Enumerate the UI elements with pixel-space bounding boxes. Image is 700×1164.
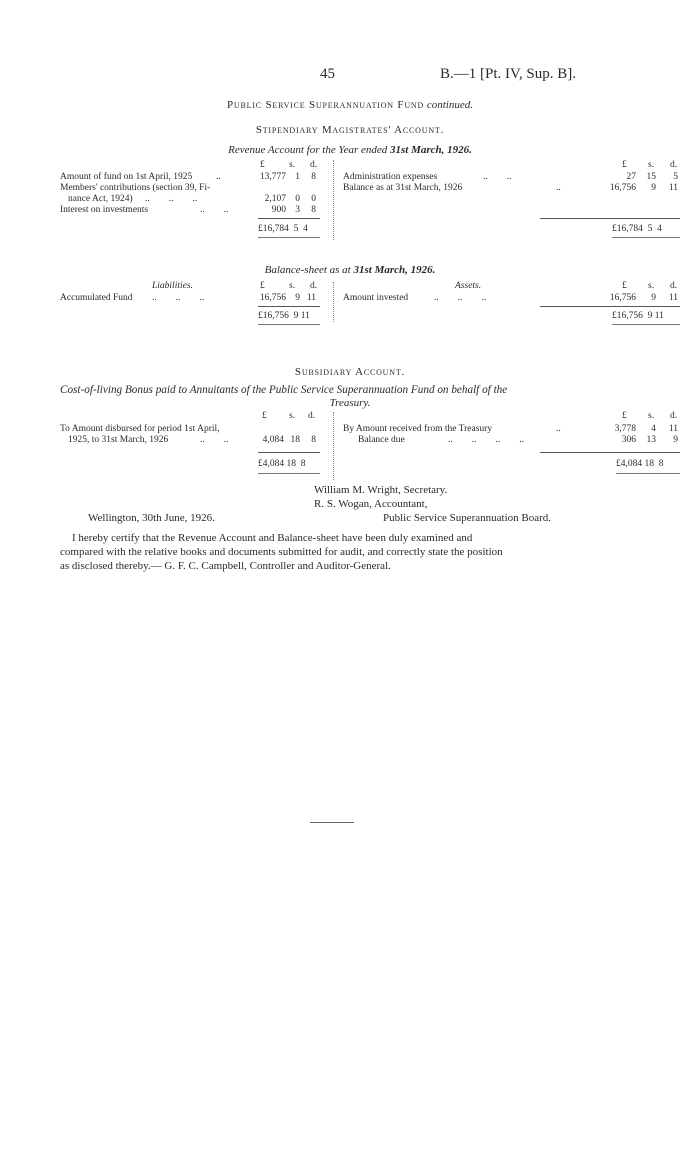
asset-pounds: 16,756 — [609, 293, 636, 303]
subsidiary-right-pence: 11 — [668, 424, 678, 434]
payment-dots: .. .. — [483, 172, 512, 182]
left-pounds-head: £ — [260, 160, 265, 170]
receipt-text: Members' contributions (section 39, Fi- — [60, 183, 211, 193]
certificate-line-2: compared with the relative books and documents submitted for audit, and correctly state the position — [60, 546, 503, 558]
bs-left-pounds-head: £ — [260, 281, 265, 291]
subsidiary-right-pounds: 306 — [621, 435, 636, 445]
bs-right-pence-head: d. — [670, 281, 678, 291]
liability-dots: .. .. .. — [152, 293, 205, 303]
asset-text: Amount invested — [343, 293, 409, 303]
left-shillings-head: s. — [289, 160, 296, 170]
receipt-shillings: 1 — [295, 172, 300, 182]
receipt-dots: .. .. — [200, 205, 229, 215]
page-reference: B.—1 [Pt. IV, Sup. B]. — [440, 66, 576, 82]
certificate-line-1: I hereby certify that the Revenue Account and Balance-sheet have been duly examined and — [72, 532, 473, 544]
balance-left-double-rule — [258, 324, 320, 325]
subsidiary-total-right: £4,084 18 8 — [616, 459, 664, 469]
bs-right-shillings-head: s. — [648, 281, 655, 291]
balance-right-double-rule — [612, 324, 680, 325]
subsidiary-left-shillings: 18 — [290, 435, 300, 445]
payment-pounds: 16,756 — [609, 183, 636, 193]
receipt-text: nance Act, 1924) — [68, 194, 133, 204]
revenue-divider — [333, 160, 334, 240]
payment-dots: .. — [556, 183, 561, 193]
fund-title — [0, 99, 700, 111]
balance-left-rule — [258, 306, 320, 307]
balance-title-a: Balance-sheet as at — [264, 264, 354, 276]
liability-text: Accumulated Fund — [60, 293, 133, 303]
balance-right-rule — [540, 306, 680, 307]
receipt-pence: 0 — [311, 194, 316, 204]
subsidiary-left-double-rule — [258, 473, 320, 474]
subsidiary-left-pounds: 4,084 — [262, 435, 284, 445]
balance-total-right: £16,756 9 11 — [612, 311, 664, 321]
subsidiary-right-rule — [540, 452, 680, 453]
receipt-pounds: 13,777 — [259, 172, 286, 182]
revenue-total-right: £16,784 5 4 — [612, 224, 662, 234]
right-shillings-head: s. — [648, 160, 655, 170]
assets-label: Assets. — [455, 281, 482, 291]
certificate-line-3: as disclosed thereby.— G. F. C. Campbell, Controller and Auditor-General. — [60, 560, 391, 572]
bs-left-shillings-head: s. — [289, 281, 296, 291]
receipt-pounds: 2,107 — [264, 194, 286, 204]
subsidiary-right-shillings: 13 — [646, 435, 656, 445]
subsidiary-right-shillings: 4 — [651, 424, 656, 434]
revenue-left-rule — [258, 218, 320, 219]
receipt-text: Amount of fund on 1st April, 1925 — [60, 172, 193, 182]
subsidiary-subtitle-2: Treasury. — [329, 397, 371, 409]
payment-pence: 5 — [673, 172, 678, 182]
receipt-row — [60, 172, 192, 182]
right-pounds-head: £ — [622, 160, 627, 170]
receipt-pence: 8 — [311, 205, 316, 215]
receipt-shillings: 0 — [295, 194, 300, 204]
payment-pounds: 27 — [626, 172, 636, 182]
balance-title-b: 31st March, 1926. — [353, 264, 436, 276]
subsidiary-left-line-2: 1925, to 31st March, 1926 — [68, 435, 169, 445]
receipt-dots: .. .. .. — [145, 194, 198, 204]
asset-shillings: 9 — [651, 293, 656, 303]
bs-left-pence-head: d. — [310, 281, 318, 291]
sub-left-pence-head: d. — [308, 411, 316, 421]
liability-pence: 11 — [306, 293, 316, 303]
signature-secretary: William M. Wright, Secretary. — [314, 484, 448, 496]
sub-left-pounds-head: £ — [262, 411, 267, 421]
sub-right-pence-head: d. — [670, 411, 678, 421]
signature-accountant: R. S. Wogan, Accountant, — [314, 498, 428, 510]
payment-shillings: 9 — [651, 183, 656, 193]
subsidiary-left-pence: 8 — [311, 435, 316, 445]
liability-shillings: 9 — [295, 293, 300, 303]
receipt-pence: 8 — [311, 172, 316, 182]
subsidiary-right-line-1: By Amount received from the Treasury — [343, 424, 493, 434]
sub-right-shillings-head: s. — [648, 411, 655, 421]
receipt-shillings: 3 — [295, 205, 300, 215]
receipt-text: Interest on investments — [60, 205, 149, 215]
subsidiary-left-dots: .. .. — [200, 435, 229, 445]
payment-text: Administration expenses — [343, 172, 438, 182]
bs-right-pounds-head: £ — [622, 281, 627, 291]
revenue-account-title — [0, 144, 700, 156]
revenue-right-rule — [540, 218, 680, 219]
asset-pence: 11 — [668, 293, 678, 303]
signature-board: Public Service Superannuation Board. — [383, 512, 552, 524]
balance-divider — [333, 282, 334, 322]
subsidiary-right-pence: 9 — [673, 435, 678, 445]
fund-title-suffix: continued. — [426, 99, 473, 111]
end-rule — [310, 822, 354, 823]
revenue-left-double-rule — [258, 237, 320, 238]
subsidiary-subtitle-1: Cost-of-living Bonus paid to Annuitants of the Public Service Superannuation Fund on behalf of the — [60, 384, 508, 396]
subsidiary-title: Subsidiary Account. — [294, 366, 406, 378]
subsidiary-total-left: £4,084 18 8 — [258, 459, 306, 469]
revenue-title-b: 31st March, 1926. — [390, 144, 472, 156]
payment-pence: 11 — [668, 183, 678, 193]
payment-shillings: 15 — [646, 172, 656, 182]
receipt-pounds: 900 — [271, 205, 286, 215]
sub-right-pounds-head: £ — [622, 411, 627, 421]
payment-text: Balance as at 31st March, 1926 — [343, 183, 463, 193]
left-pence-head: d. — [310, 160, 318, 170]
sub-left-shillings-head: s. — [289, 411, 296, 421]
stipendiary-title: Stipendiary Magistrates' Account. — [255, 124, 445, 136]
liabilities-label: Liabilities. — [152, 281, 193, 291]
balance-sheet-title — [0, 264, 700, 276]
subsidiary-left-line-1: To Amount disbursed for period 1st April, — [60, 424, 220, 434]
liability-pounds: 16,756 — [259, 293, 286, 303]
place-date: Wellington, 30th June, 1926. — [88, 512, 215, 524]
revenue-title-a: Revenue Account for the Year ended — [228, 144, 390, 156]
receipt-dots: .. — [216, 172, 221, 182]
balance-total-left: £16,756 9 11 — [258, 311, 310, 321]
revenue-right-double-rule — [612, 237, 680, 238]
subsidiary-divider — [333, 412, 334, 480]
subsidiary-right-dots-1: .. — [556, 424, 561, 434]
right-pence-head: d. — [670, 160, 678, 170]
subsidiary-right-pounds: 3,778 — [614, 424, 636, 434]
asset-dots: .. .. .. — [434, 293, 487, 303]
subsidiary-left-rule — [258, 452, 320, 453]
subsidiary-right-double-rule — [616, 473, 680, 474]
fund-title-name: Public Service Superannuation Fund — [227, 99, 425, 111]
revenue-total-left: £16,784 5 4 — [258, 224, 308, 234]
page-number: 45 — [320, 66, 335, 82]
subsidiary-right-dots-2: .. .. .. .. — [448, 435, 524, 445]
subsidiary-right-line-2: Balance due — [358, 435, 405, 445]
